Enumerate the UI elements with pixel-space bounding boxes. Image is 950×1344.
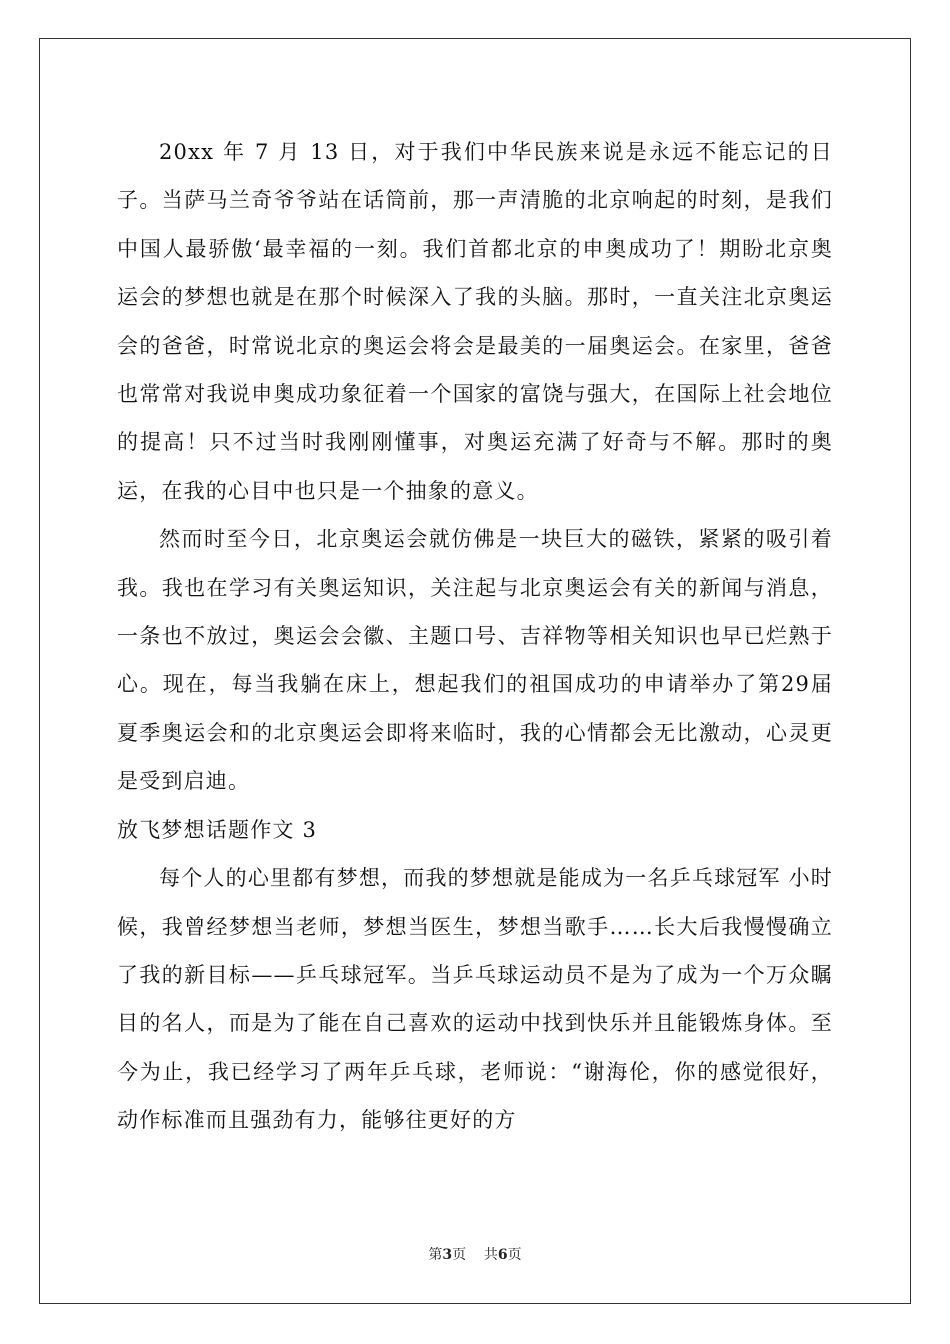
page-prefix: 第 — [428, 1247, 443, 1263]
page-total: 6 — [497, 1247, 508, 1263]
section-paragraph: 每个人的心里都有梦想，而我的梦想就是能成为一名乒乓球冠军 小时候，我曾经梦想当老师，梦想当医生，梦想当歌手……长大后我慢慢确立了我的新目标——乒乓球冠军。当乒乓球运动员不是为了成为一个万众瞩目的名人，而是为了能在自己喜欢的运动中找到快乐并且能锻炼身体。至今为止，我已经学习了两年乒乓球，老师说：“谢海伦，你的感觉很好，动作标准而且强劲有力，能够往更好的方 — [117, 866, 833, 1133]
section-title: 放飞梦想话题作文 3 — [117, 817, 318, 842]
paragraph-1: 20xx 年 7 月 13 日，对于我们中华民族来说是永远不能忘记的日子。当萨马兰奇爷爷站在话筒前，那一声清脆的北京响起的时刻，是我们中国人最骄傲‘最幸福的一刻。我们首都北京的申奥成功了！期盼北京奥运会的梦想也就是在那个时候深入了我的头脑。那时，一直关注北京奥运会的爸爸，时常说北京的奥运会将会是最美的一届奥运会。在家里，爸爸也常常对我说申奥成功象征着一个国家的富饶与强大，在国际上社会地位的提高！只不过当时我刚刚懂事，对奥运充满了好奇与不解。那时的奥运，在我的心目中也只是一个抽象的意义。 — [117, 140, 833, 503]
document-body — [117, 128, 833, 1145]
total-prefix: 共 — [483, 1247, 498, 1263]
page-suffix: 页 — [452, 1247, 467, 1263]
total-suffix: 页 — [507, 1247, 522, 1263]
paragraph-2: 然而时至今日，北京奥运会就仿佛是一块巨大的磁铁，紧紧的吸引着我。我也在学习有关奥运知识，关注起与北京奥运会有关的新闻与消息，一条也不放过，奥运会会徽、主题口号、吉祥物等相关知识也早已烂熟于心。现在，每当我躺在床上，想起我们的祖国成功的申请举办了第29届夏季奥运会和的北京奥运会即将来临时，我的心情都会无比激动，心灵更是受到启迪。 — [117, 527, 833, 794]
page-footer — [0, 1244, 950, 1264]
page-current: 3 — [442, 1247, 453, 1263]
